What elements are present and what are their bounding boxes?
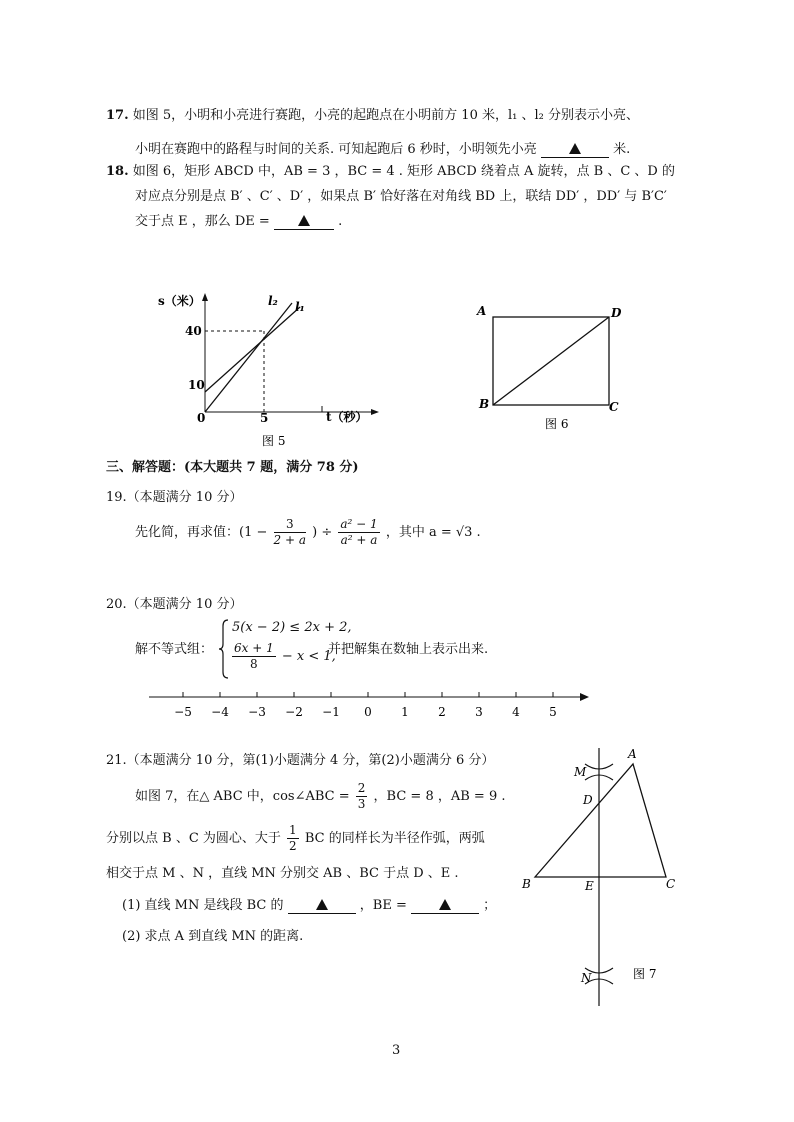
number-line-label: 2: [438, 705, 446, 719]
question-18-line-3: [135, 213, 342, 231]
number-line-label: 0: [364, 705, 372, 719]
question-19-expression: [135, 516, 481, 550]
number-line-label: −1: [322, 705, 340, 719]
figure-6-rectangle: [465, 295, 635, 435]
question-text: ，BE =: [359, 898, 407, 913]
question-text: 如图 6，矩形 ABCD 中，AB = 3 ，BC = 4 . 矩形 ABCD 绕着点 A 旋转，点 B 、C 、D 的: [132, 164, 675, 179]
y-tick-10: 10: [188, 378, 205, 392]
triangle-marker-icon: [439, 899, 451, 910]
answer-blank[interactable]: [541, 143, 609, 158]
fraction-numerator: 1: [289, 823, 297, 837]
number-line-label: 1: [401, 705, 409, 719]
answer-blank[interactable]: [274, 215, 334, 230]
question-21-part-1: [122, 897, 496, 915]
fraction: [356, 781, 368, 812]
triangle-marker-icon: [298, 215, 310, 226]
number-line-arrow-icon: [580, 693, 589, 701]
question-21-header: 21.（本题满分 10 分，第(1)小题满分 4 分，第(2)小题满分 6 分）: [106, 753, 495, 768]
page-number: 3: [392, 1043, 401, 1058]
figure-caption: 图 6: [545, 417, 569, 431]
question-text: BC 的同样长为半径作弧，两弧: [304, 831, 485, 846]
question-text: .: [338, 214, 343, 229]
question-text: 交于点 E ，那么 DE =: [135, 214, 270, 229]
number-line-label: −2: [285, 705, 303, 719]
expression-part: 先化简，再求值：(1 −: [135, 525, 268, 540]
question-text: 如图 7，在△ ABC 中，cos∠ABC =: [135, 789, 350, 804]
question-text: (1) 直线 MN 是线段 BC 的: [122, 898, 284, 913]
x-axis-label: t（秒）: [326, 410, 368, 424]
question-number: 17.: [106, 108, 129, 123]
question-text: 分别以点 B 、C 为圆心、大于: [106, 831, 281, 846]
y-axis-label: s（米）: [158, 294, 201, 308]
fraction: [338, 517, 379, 548]
vertex-a: A: [477, 304, 487, 318]
number-line-label: −4: [211, 705, 229, 719]
fraction-numerator: a² − 1: [340, 517, 378, 531]
origin-label: 0: [197, 411, 206, 425]
fraction-numerator: 2: [357, 781, 366, 795]
triangle-marker-icon: [316, 899, 328, 910]
question-20-header: 20.（本题满分 10 分）: [106, 597, 243, 612]
y-tick-40: 40: [185, 324, 202, 338]
question-text: 米.: [613, 142, 631, 157]
answer-blank[interactable]: [288, 899, 356, 914]
diagonal-bd: [493, 317, 609, 405]
triangle-abc: [535, 764, 666, 877]
expression-part: ，其中 a = √3 .: [385, 525, 481, 540]
fraction-denominator: 2: [289, 839, 297, 853]
point-n: N: [581, 971, 592, 985]
number-line-label: 3: [475, 705, 483, 719]
inequality-rest: − x < 1,: [281, 649, 336, 664]
triangle-marker-icon: [569, 143, 581, 154]
question-text: ，BC = 8 ，AB = 9 .: [373, 789, 506, 804]
number-line-label: −3: [248, 705, 266, 719]
question-19-header: 19.（本题满分 10 分）: [106, 490, 243, 505]
question-text: 如图 5，小明和小亮进行赛跑，小亮的起跑点在小明前方 10 米，l₁ 、l₂ 分别表示小亮、: [132, 108, 639, 123]
fraction-numerator: 3: [274, 517, 306, 533]
figure-caption: 图 5: [262, 434, 286, 448]
question-text: ；: [483, 898, 497, 913]
expression-part: ) ÷: [312, 525, 333, 540]
y-axis-arrow-icon: [202, 293, 208, 301]
question-21-line-2: [106, 822, 485, 856]
vertex-c: C: [666, 877, 676, 891]
line-l2-label: l₂: [268, 294, 278, 308]
fraction: [274, 517, 306, 548]
number-line: [145, 688, 595, 722]
section-heading: 三、解答题：(本大题共 7 题，满分 78 分): [106, 460, 359, 475]
question-18-line-2: 对应点分别是点 B′ 、C′ 、D′ ，如果点 B′ 恰好落在对角线 BD 上，联结 DD′ ，DD′ 与 B′C′: [135, 189, 667, 204]
question-17-line-2: [135, 141, 630, 159]
question-number: 18.: [106, 164, 129, 179]
fraction-denominator: 8: [250, 657, 258, 671]
number-line-label: 5: [549, 705, 557, 719]
point-e: E: [585, 879, 594, 893]
figure-5-graph: [150, 285, 390, 455]
fraction-denominator: a² + a: [340, 533, 378, 547]
x-axis-arrow-icon: [371, 409, 379, 415]
fraction-denominator: 2 + a: [273, 533, 306, 547]
question-21-part-2: (2) 求点 A 到直线 MN 的距离.: [122, 929, 304, 944]
fraction: [232, 641, 276, 672]
question-20-suffix: 并把解集在数轴上表示出来.: [328, 642, 489, 657]
answer-blank[interactable]: [411, 899, 479, 914]
vertex-b: B: [522, 877, 531, 891]
vertex-b: B: [479, 397, 490, 411]
question-21-line-1: [135, 780, 505, 814]
question-21-line-3: 相交于点 M 、N ，直线 MN 分别交 AB 、BC 于点 D 、E .: [106, 866, 459, 881]
line-l1: [205, 307, 300, 392]
line-l1-label: l₁: [295, 300, 305, 314]
number-line-label: −5: [174, 705, 192, 719]
vertex-d: D: [611, 306, 622, 320]
x-tick-5: 5: [260, 411, 269, 425]
question-18: [106, 163, 675, 181]
line-l2: [205, 303, 292, 412]
inequality-2: [230, 641, 336, 672]
question-17: [106, 107, 639, 125]
fraction-denominator: 3: [357, 797, 366, 811]
inequality-1: 5(x − 2) ≤ 2x + 2,: [232, 620, 352, 635]
fraction: [287, 823, 299, 854]
number-line-label: 4: [512, 705, 520, 719]
point-d: D: [583, 793, 593, 807]
question-20-prefix: 解不等式组：: [135, 642, 214, 657]
figure-caption: 图 7: [633, 967, 657, 981]
vertex-a: A: [628, 747, 637, 761]
question-text: 小明在赛跑中的路程与时间的关系. 可知起跑后 6 秒时，小明领先小亮: [135, 142, 537, 157]
point-m: M: [574, 765, 587, 779]
figure-7-triangle: [515, 740, 690, 1010]
fraction-numerator: 6x + 1: [234, 641, 274, 655]
vertex-c: C: [609, 400, 619, 414]
